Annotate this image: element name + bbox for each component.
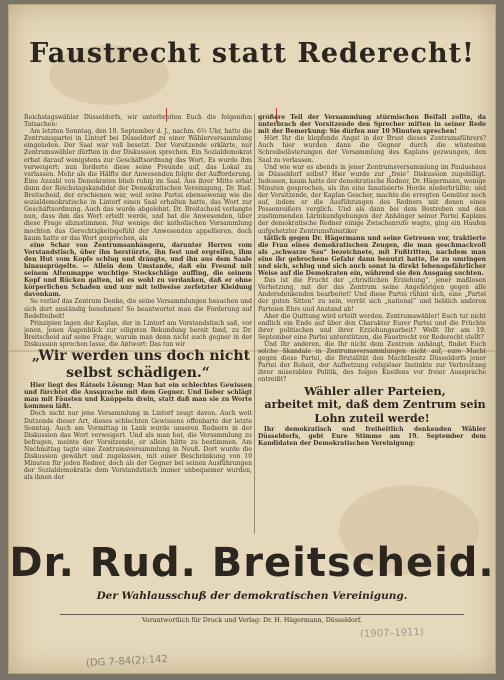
body-paragraph: tätlich gegen Dr. Hägermann und seine Getreuen vor, traktierte die Frau eines demokratischen Zeugen, die man geschmackvoll als „schwarze Sau“ bezeichnete, mit Fußtritten, nachdem man eine ihr gebrochene Gefahr dann benutzt hatte, ſie zu umringen und sich, schlug und sich auch sonst in direkt lebensgefährlicher Weise auf die Demokraten ein, während sie den Ausgang suchten. (258, 234, 486, 278)
body-paragraph: Doch nicht nur jene Versammlung in Lintorf zeugt davon. Auch weit Dutzende dieser Art, dieses schlechten Gewissens offenbarte der letzte Sonntag. Auch am Vormittag in Lank wurde unseren Rednern in der Diskussion das Wort verweigert. Und als man bat, die Versammlung zu befragen, meinte der Vorsitzende, er allein hätte zu bestimmen. Am Nachmittag tagte eine Zentrumsversammlung in Neuß. Dort wurde die Diskussion gewährt und zugelassen, mit einer Beschränkung von 10 Minuten für jeden Redner, doch als der Gegner bei seinen Ausführungen der Sozialdemokratie dem Vorstandstisch immer unbequemer wurden, als ihnen der (24, 410, 252, 482)
column-divider (254, 114, 255, 534)
body-paragraph: Und wie war es abends in jener Zentrumsversammlung im Paulushaus in Düsseldorf selbst? Hier wurde zur „freie“ Diskussion zugebilligt. Indessen, kaum hatte der demokratische Redner, Dr. Hägermann, wenige Minuten gesprochen, als ihn eine fanatisierte Horde niederbrüllte; und der Vorsitzende, der Kaplan Gescher, machte die erregten Gemüter noch auf, indem er die Ausführungen des Redners mit denen eines Possenreißers verglich. Und als dann bei dem Bestreben und den zustimmenden Lärmkundgebungen der Anhänger seiner Partei Kaplans der demokratische Redner einige Zwischenrufe wagte, ging ein Haufen aufgehetzter Zentrumsfanatiker (258, 163, 486, 235)
body-paragraph: Und Ihr anderen, die Ihr nicht dem Zentrum anhängt, findet Euch solche Skandale in Zentrumsversammlungen nicht auf, eure Macht gegen diese Partei, die Brutalität den Machtbesitz Düsseldorfs jener Partei der Roheit, der Aufhetzung religiöser Instinkte zur Verbreitung ihrer miserablen Politik, des feigen Kneifens vor freier Aussprache entreißt? (258, 341, 486, 384)
body-paragraph: Prinzipien lagen der Kaplan, der in Lintorf am Vorstandstisch saß, vor jenen, jenen Augenblick zur eiligsten Bekundung bereit fand, zu Dr. Breitscheid auf seine Frage, warum man denn nicht auch gegner in der Diskussion sprechen lasse, die Antwort: Das tun wir (24, 319, 252, 348)
body-paragraph: Hört Ihr die klopfende Angst in der Brust dieses Zentrumsführers? Auch hier wurden dann die Gegner durch die wüstesten Schreibelästerungen der Versammlung des Kaplans gezwungen, den Saal zu verlassen. (258, 135, 486, 164)
body-paragraph: Ihr demokratisch und freiheitlich denkenden Wähler Düsseldorfs, gebt Eure Stimme am 19. September dem Kandidaten der Demokratischen Vereinigung: (258, 425, 486, 447)
archive-note: (1907–1911) (359, 626, 424, 641)
body-paragraph: größere Teil der Versammlung stürmischen Beifall zollte, da unterbrach der Vorsitzende den Sprecher mitten in seiner Rede mit der Bemerkung: Sie dürfen nur 10 Minuten sprechen! (258, 114, 486, 136)
committee-signature: Der Wahlausschuß der demokratischen Vereinigung. (96, 590, 408, 602)
candidate-name: Dr. Rud. Breitscheid. (9, 540, 495, 586)
body-paragraph: Das ist die Frucht der „christlichen Erziehung“, jener maßlosen Verhetzung, mit der das Zentrum seine Angehörigen gegen alle Andersdenkenden bearbeitet! Und diese Partei rühmt sich, eine „Partei der guten Sitten“ zu sein, verrät sich „national“ und lieblich anderen Parteien Ehre und Anstand ab! (258, 277, 486, 313)
body-paragraph: Am letzten Sonntag, den 10. September d. J., nachm. 6½ Uhr, hatte die Zentrumspartei in Lintorf bei Düsseldorf zu einer Wählerversammlung eingeladen. Der Saal war voll besetzt. Der Vorsitzende erklärte, nur Zentrumswähler dürften in der Diskussion sprechen. Ein Sozialdemokrat erbat darauf wenigstens zur Geschäftsordnung das Wort. Es wurde ihm verweigert; nun forderte diese seine Freunde auf, das Lokal zu verlassen. Mehr als die Hälfte der Anwesenden folgte der Aufforderung. Eine Anzahl von Demokraten blieb ruhig im Saal. Aus ihrer Mitte erbat dann der Reichstagskandidat der Demokratischen Vereinigung, Dr. Rud. Breitscheid, der erschienen war, weil seine Partei ebensowenig wie die sozialdemokratische in Lintorf einen Saal erhalten hatte, das Wort zur Geschäftsordnung. Auch das wurde abgelehnt. Dr. Breitscheid verlangte nun, dass ihm das Wort erteilt werde, und bat die Anwesenden, über diese Frage abzustimmen. Nur wenige der katholischen Versammlung mochten das Gerechtigkeitsgefühl der Anwesenden appellieren, doch kaum hatte er das Wort gesprochen, als (24, 128, 252, 242)
appeal-subheading: arbeitet mit, daß dem Zentrum sein Lohn zuteil werde! (264, 397, 486, 425)
left-column (24, 114, 252, 530)
shelfmark: (DG 7-84(2):142 (85, 653, 169, 670)
imprint-line: Verantwortlich für Druck und Verlag: Dr. H. Hägermann, Düsseldorf. (142, 617, 362, 624)
appeal-heading: Wähler aller Parteien, (304, 383, 446, 398)
pull-quote: „Wir werden uns doch nicht selbst schädigen.“ (31, 348, 251, 382)
headline: Faustrecht statt Rederecht! (29, 38, 475, 69)
intro-paragraph: Reichstagswähler Düsseldorfs, wir unterbreiten Euch die folgenden Tatsachen: (24, 114, 252, 129)
footer-rule (60, 614, 464, 615)
right-column (258, 114, 486, 534)
body-paragraph: Aber die Quittung wird erteilt werden. Zentrumswähler! Euch tut nicht endlich ein Ende auf über den Charakter Eurer Partei und die Früchte ihrer politischen und ihrer Erziehungsarbeit? Wollt Ihr am 19. September eine Partei unterstützen, die Faustrecht vor Rederecht stellt? (258, 312, 486, 341)
body-paragraph: eine Schar von Zentrumsanhängern, darunter Herren vom Vorstandstisch, über ihn herstürzte, ihn fest und ergreifen, ihm den Hut vom Kopfe schlug und drängte, und ihn aus dem Saale hinausprügelte. — Allein dem Umstande, daß ein Freund mit seinem Altenmappe wuchtige Stockschläge auffing, die seinem Kopf und Rücken galten, ist es wohl zu verdanken, daß er ohne körperlichen Schaden und nur mit teilweise zerfetzter Kleidung davonkam. (24, 241, 252, 299)
body-paragraph: So verlief das Zentrum Denke, die seine Versammlungen besuchen und sich dort anständig benehmen! So beantwortet man die Forderung auf Redefreiheit! (24, 298, 252, 320)
body-paragraph: Hier liegt des Rätsels Lösung: Man hat ein schlechtes Gewissen und fürchtet die Aussprache mit dem Gegner. Und lieber schlägt man mit Fäusten und Knüppeln drein, statt daß man sie zu Worte kommen läßt. (24, 382, 252, 411)
